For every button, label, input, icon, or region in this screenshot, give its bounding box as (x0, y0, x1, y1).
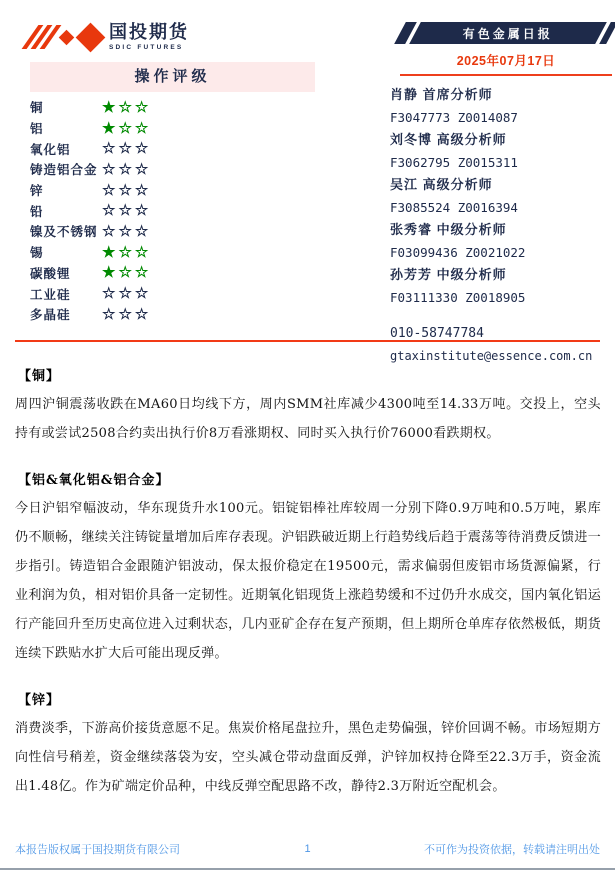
rating-row (30, 200, 315, 221)
section-heading: 【铝&氧化铝&铝合金】 (18, 473, 170, 488)
report-title-text: 有色金属日报 (462, 26, 553, 41)
section-paragraph: 消费淡季，下游高价接货意愿不足。焦炭价格尾盘拉升，黑色走势偏强，锌价回调不畅。市场短期方向性信号稍差，资金继续落袋为安，空头减仓带动盘面反弹，沪锌加权持仓降至22.3万手，资金流出1.48亿。作为矿端定价品种，中线反弹空配思路不改，静待2.3万附近空配机会。 (15, 721, 601, 794)
rating-row (30, 263, 315, 284)
rating-metal-label: 锡 (30, 246, 44, 261)
analyst-name: 张秀睿 中级分析师 (390, 222, 507, 237)
rating-metal-label: 铸造铝合金 (30, 163, 98, 178)
footer-disclaimer: 不可作为投资依据，转载请注明出处 (424, 844, 600, 856)
contact-phone: 010-58747784 (390, 326, 484, 341)
analyst-name: 吴江 高级分析师 (390, 177, 493, 192)
analyst-license-codes: F3062795 Z0015311 (390, 154, 518, 170)
rating-stars-icon: ☆☆☆ (102, 222, 152, 240)
report-banner-area (400, 22, 612, 76)
rating-row (30, 283, 315, 304)
rating-stars-icon: ★☆☆ (102, 119, 152, 137)
analyst-license-codes: F3085524 Z0016394 (390, 199, 518, 215)
rating-metal-label: 铅 (30, 204, 44, 219)
analyst-license-codes: F3047773 Z0014087 (390, 109, 518, 125)
analyst-info-panel (390, 84, 608, 367)
page-footer (15, 841, 600, 857)
rating-metal-label: 氧化铝 (30, 142, 71, 157)
rating-row (30, 97, 315, 118)
rating-row (30, 118, 315, 139)
section-paragraph: 今日沪铝窄幅波动，华东现货升水100元。铝锭铝棒社库较周一分别下降0.9万吨和0.5万吨，累库仍不顺畅，继续关注铸锭量增加后库存表现。沪铝跌破近期上行趋势线后趋于震荡等待消费反馈进一步指引。铸造铝合金跟随沪铝波动，保太报价稳定在19500元，需求偏弱但废铝市场货源偏紧，行业利润为负，相对铝价具备一定韧性。近期氧化铝现货上涨趋势缓和不过仍升水成交，国内氧化铝运行产能回升至历史高位进入过剩状态，几内亚矿企存在复产预期，但上期所仓单库存依然极低，期货连续下跌贴水扩大后可能出现反弹。 (15, 501, 601, 661)
rating-stars-icon: ★☆☆ (102, 243, 152, 261)
logo-mark-icon (30, 20, 101, 54)
rating-stars-icon: ★☆☆ (102, 264, 152, 282)
rating-metal-label: 铝 (30, 122, 44, 137)
rating-metal-label: 锌 (30, 184, 44, 199)
section-paragraph: 周四沪铜震荡收跌在MA60日均线下方，周内SMM社库减少4300吨至14.33万吨。交投上，空头持有或尝试2508合约卖出执行价8万看涨期权、同时买入执行价76000看跌期权。 (15, 397, 601, 441)
rating-metal-label: 工业硅 (30, 287, 71, 302)
rating-row (30, 221, 315, 242)
section-heading: 【铜】 (18, 369, 61, 384)
analyst-license-codes: F03099436 Z0021022 (390, 244, 526, 260)
report-date: 2025年07月17日 (456, 54, 556, 68)
rating-stars-icon: ☆☆☆ (102, 160, 152, 178)
rating-stars-icon: ☆☆☆ (102, 285, 152, 303)
analyst-name: 肖静 首席分析师 (390, 87, 493, 102)
operation-ratings-panel (30, 62, 315, 325)
rating-stars-icon: ☆☆☆ (102, 181, 152, 199)
rating-row (30, 242, 315, 263)
logo-diamond-icon (76, 22, 106, 52)
section-divider (15, 340, 600, 342)
rating-row (30, 159, 315, 180)
report-body (15, 352, 601, 801)
rating-stars-icon: ☆☆☆ (102, 305, 152, 323)
brand-name-en: SDIC FUTURES (109, 44, 184, 51)
analyst-name: 孙芳芳 中级分析师 (390, 267, 507, 282)
report-title (409, 22, 607, 44)
rating-metal-label: 碳酸锂 (30, 266, 71, 281)
rating-stars-icon: ☆☆☆ (102, 202, 152, 220)
footer-copyright: 本报告版权属于国投期货有限公司 (15, 844, 180, 856)
report-title-banner (400, 22, 612, 44)
rating-metal-label: 铜 (30, 101, 44, 116)
analyst-license-codes: F03111330 Z0018905 (390, 289, 526, 305)
rating-metal-label: 镍及不锈钢 (30, 225, 98, 240)
ratings-list (30, 97, 315, 325)
company-logo (30, 20, 189, 54)
ratings-panel-title: 操作评级 (30, 62, 315, 92)
contact-email-link[interactable]: gtaxinstitute@essence.com.cn (390, 349, 593, 363)
rating-stars-icon: ★☆☆ (102, 98, 152, 116)
brand-name-cn: 国投期货 (109, 22, 189, 42)
analyst-name: 刘冬博 高级分析师 (390, 132, 507, 147)
logo-diamond-icon (59, 29, 75, 45)
logo-text (109, 23, 189, 51)
rating-row (30, 180, 315, 201)
footer-page-number: 1 (304, 843, 311, 855)
rating-row (30, 304, 315, 325)
section-heading: 【锌】 (18, 693, 61, 708)
rating-metal-label: 多晶硅 (30, 308, 71, 323)
rating-stars-icon: ☆☆☆ (102, 140, 152, 158)
rating-row (30, 138, 315, 159)
